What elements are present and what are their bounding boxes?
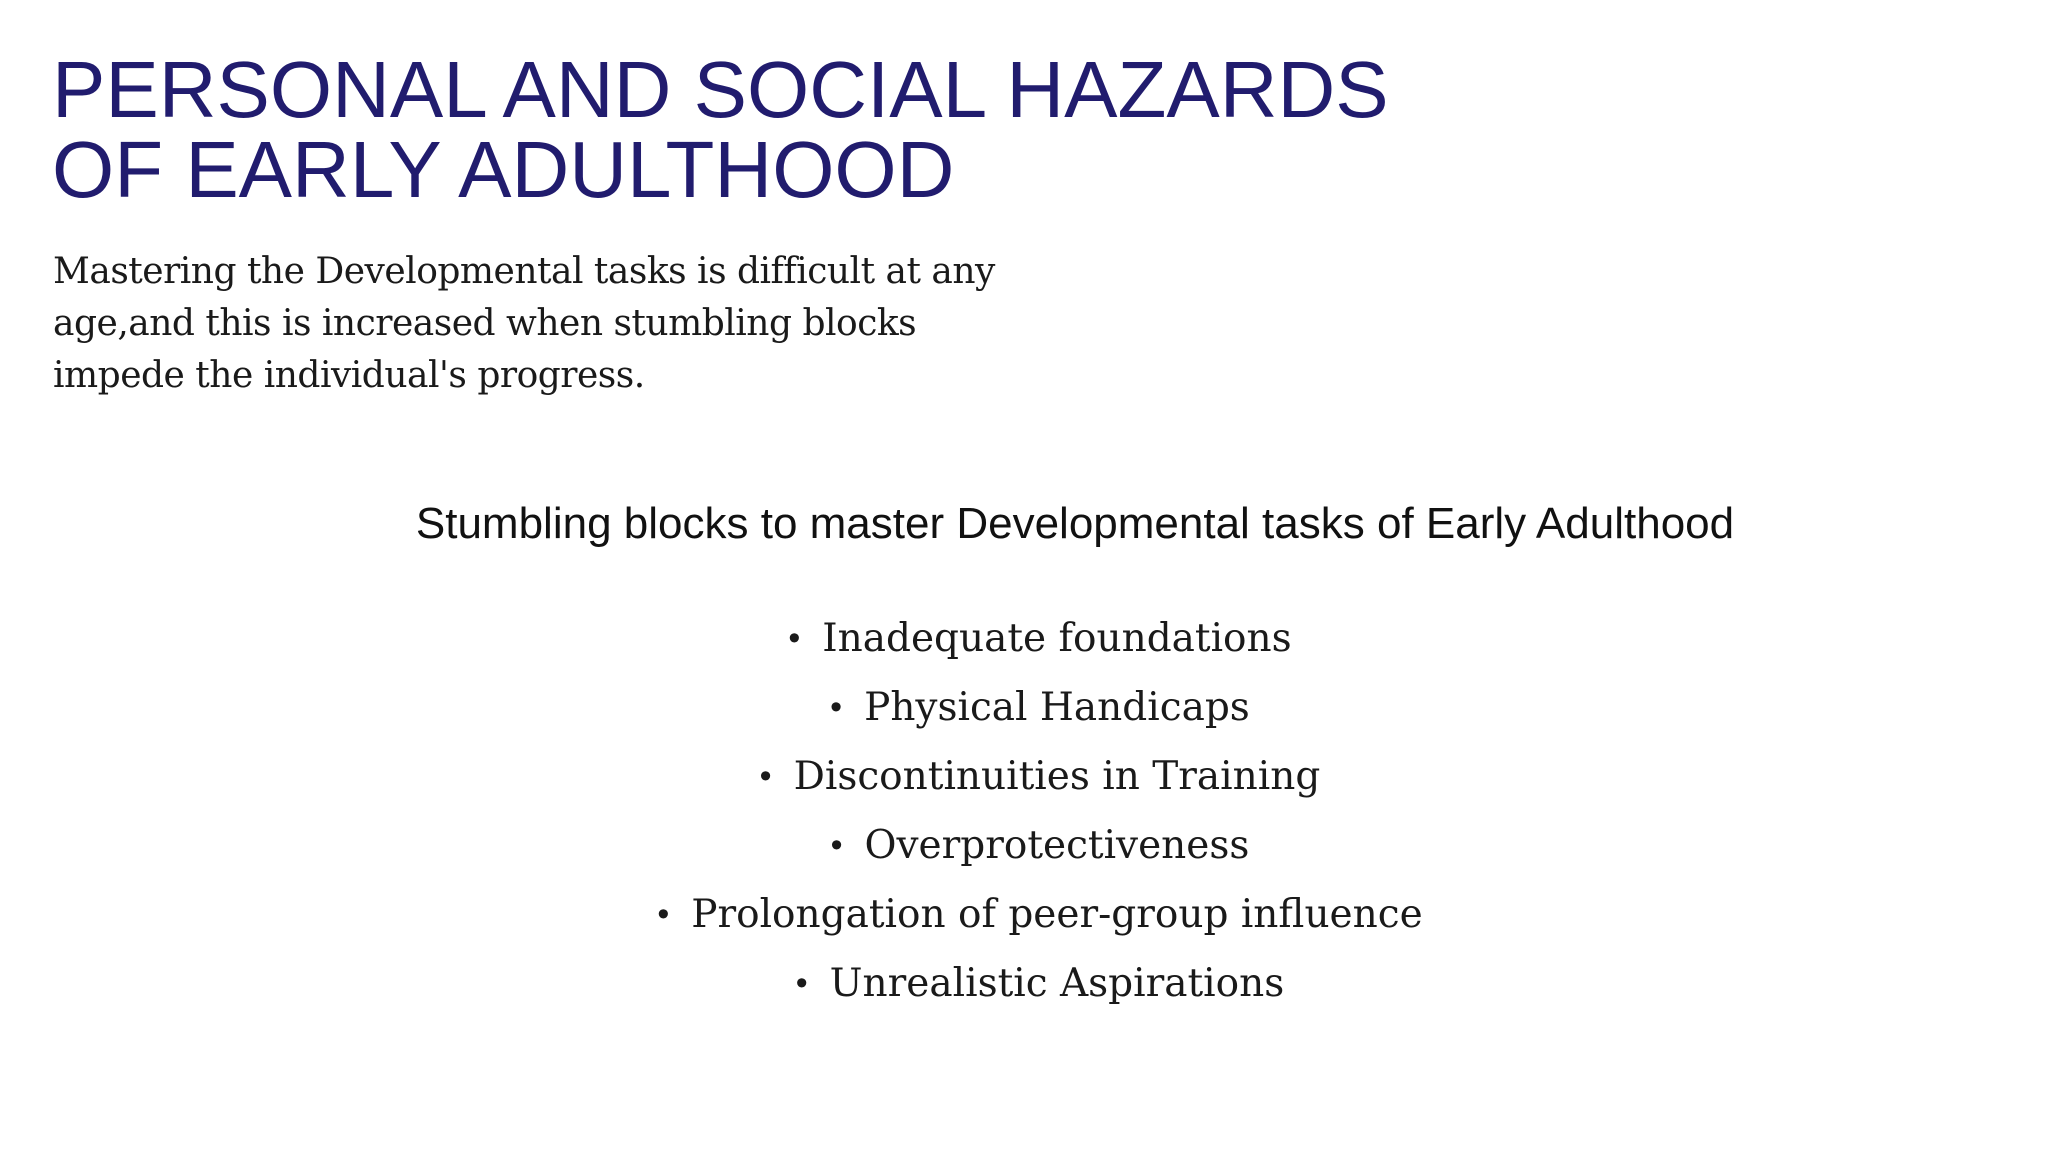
intro-paragraph: [53, 246, 1153, 402]
bullet-icon: •: [795, 964, 808, 1002]
list-item: [16, 604, 2048, 673]
list-item-text: Inadequate foundations: [822, 616, 1292, 661]
bullet-icon: •: [830, 826, 843, 864]
list-item-text: Unrealistic Aspirations: [829, 961, 1285, 1006]
slide-title-line-2: OF EARLY ADULTHOOD: [52, 125, 955, 214]
list-item-text: Discontinuities in Training: [793, 754, 1321, 799]
list-item: [16, 949, 2048, 1018]
intro-line-2: age,and this is increased when stumbling blocks: [53, 303, 917, 344]
list-item: [16, 673, 2048, 742]
list-item: [16, 811, 2048, 880]
bullet-icon: •: [788, 619, 801, 657]
slide-title-line-1: PERSONAL AND SOCIAL HAZARDS: [52, 45, 1389, 134]
slide-title: [52, 45, 1652, 214]
list-item-text: Physical Handicaps: [864, 685, 1250, 730]
bullet-icon: •: [759, 757, 772, 795]
bullet-icon: •: [657, 895, 670, 933]
list-item: [16, 880, 2048, 949]
bullet-icon: •: [830, 688, 843, 726]
intro-line-1: Mastering the Developmental tasks is difficult at any: [53, 251, 995, 292]
list-item: [16, 742, 2048, 811]
list-item-text: Prolongation of peer-group influence: [691, 892, 1423, 937]
stumbling-blocks-heading: Stumbling blocks to master Developmental tasks of Early Adulthood: [415, 499, 1735, 548]
list-item-text: Overprotectiveness: [864, 823, 1250, 868]
stumbling-blocks-list: [0, 604, 2048, 1018]
intro-line-3: impede the individual's progress.: [53, 355, 645, 396]
